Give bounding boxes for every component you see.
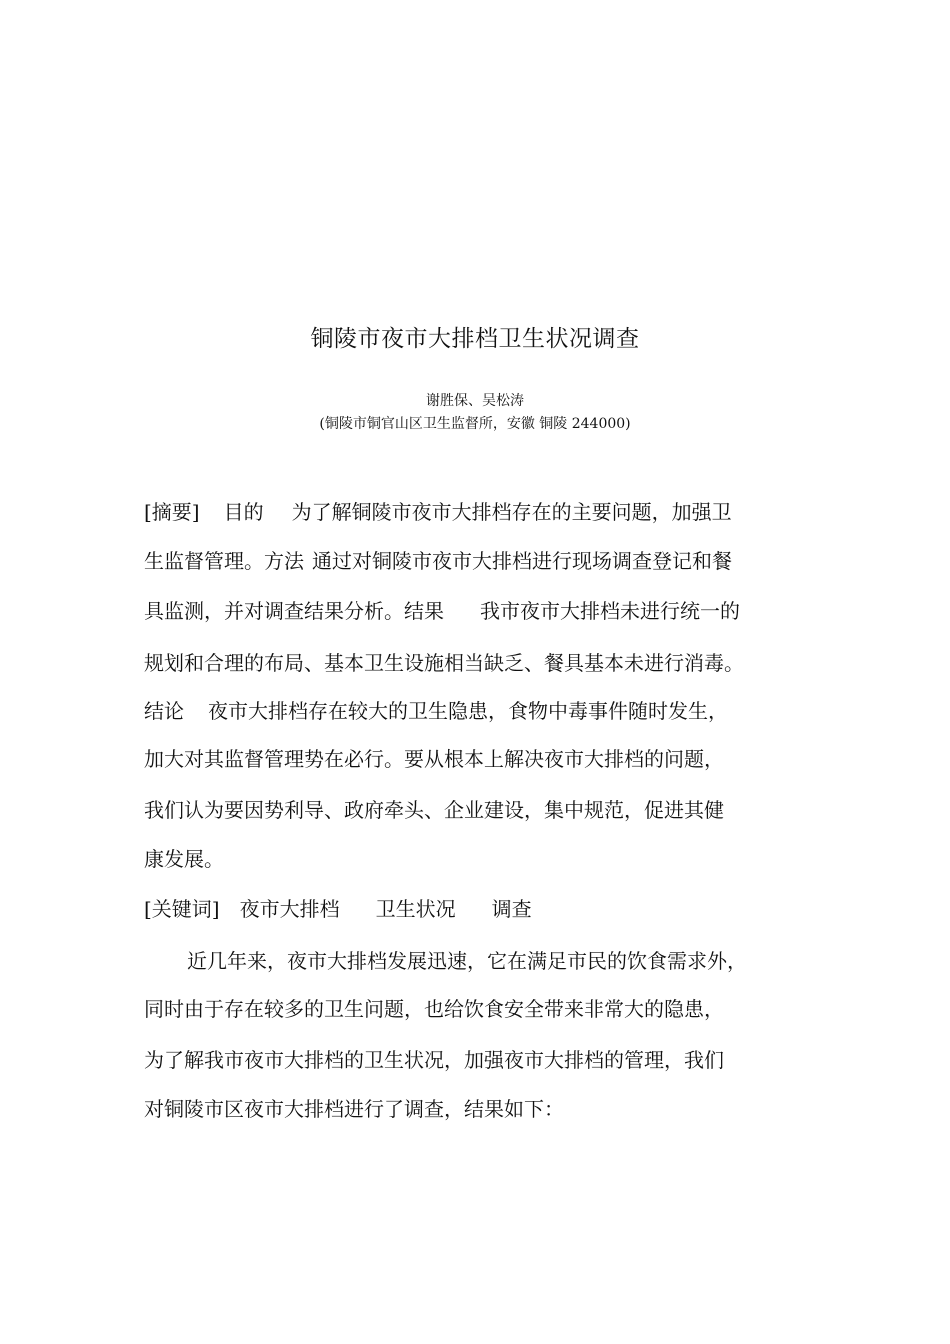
abstract-line-5: [144, 696, 728, 726]
abstract-objective-label: 目的: [223, 500, 264, 524]
body-line-4: 对铜陵市区夜市大排档进行了调查，结果如下：: [144, 1097, 564, 1121]
affiliation: (铜陵市铜官山区卫生监督所，安徽 铜陵 244000): [319, 416, 631, 432]
keywords-label: [关键词]: [144, 897, 220, 921]
paper-title: 铜陵市夜市大排档卫生状况调查: [310, 326, 640, 352]
authors: 谢胜保、吴松涛: [426, 393, 524, 409]
body-line-1: 近几年来，夜市大排档发展迅速，它在满足市民的饮食需求外，: [187, 949, 747, 973]
abstract-line-3: [144, 596, 740, 626]
abstract-result-text: 我市夜市大排档未进行统一的: [480, 599, 740, 623]
abstract-objective-text: 为了解铜陵市夜市大排档存在的主要问题，加强卫: [291, 500, 732, 524]
body-line-2: 同时由于存在较多的卫生问题，也给饮食安全带来非常大的隐患，: [144, 997, 724, 1021]
abstract-line-4: 规划和合理的布局、基本卫生设施相当缺乏、餐具基本未进行消毒。: [144, 651, 744, 675]
keywords-line: [144, 894, 532, 924]
abstract-line-7: 我们认为要因势利导、政府牵头、企业建设，集中规范，促进其健: [144, 798, 724, 822]
keyword-item: 调查: [491, 897, 532, 921]
abstract-method-text: 通过对铜陵市夜市大排档进行现场调查登记和餐: [312, 549, 732, 573]
abstract-method-label: 生监督管理。方法: [144, 549, 304, 573]
abstract-result-label: 具监测，并对调查结果分析。结果: [144, 599, 444, 623]
abstract-conclusion-text: 夜市大排档存在较大的卫生隐患，食物中毒事件随时发生，: [208, 699, 728, 723]
keyword-item: 夜市大排档: [239, 897, 340, 921]
abstract-line-1: [144, 497, 732, 527]
abstract-conclusion-label: 结论: [144, 699, 184, 723]
keyword-item: 卫生状况: [375, 897, 456, 921]
abstract-line-8: 康发展。: [144, 847, 224, 871]
abstract-line-2: [144, 546, 732, 576]
body-line-3: 为了解我市夜市大排档的卫生状况，加强夜市大排档的管理，我们: [144, 1048, 724, 1072]
abstract-label: [摘要]: [144, 500, 200, 524]
abstract-line-6: 加大对其监督管理势在必行。要从根本上解决夜市大排档的问题，: [144, 747, 724, 771]
